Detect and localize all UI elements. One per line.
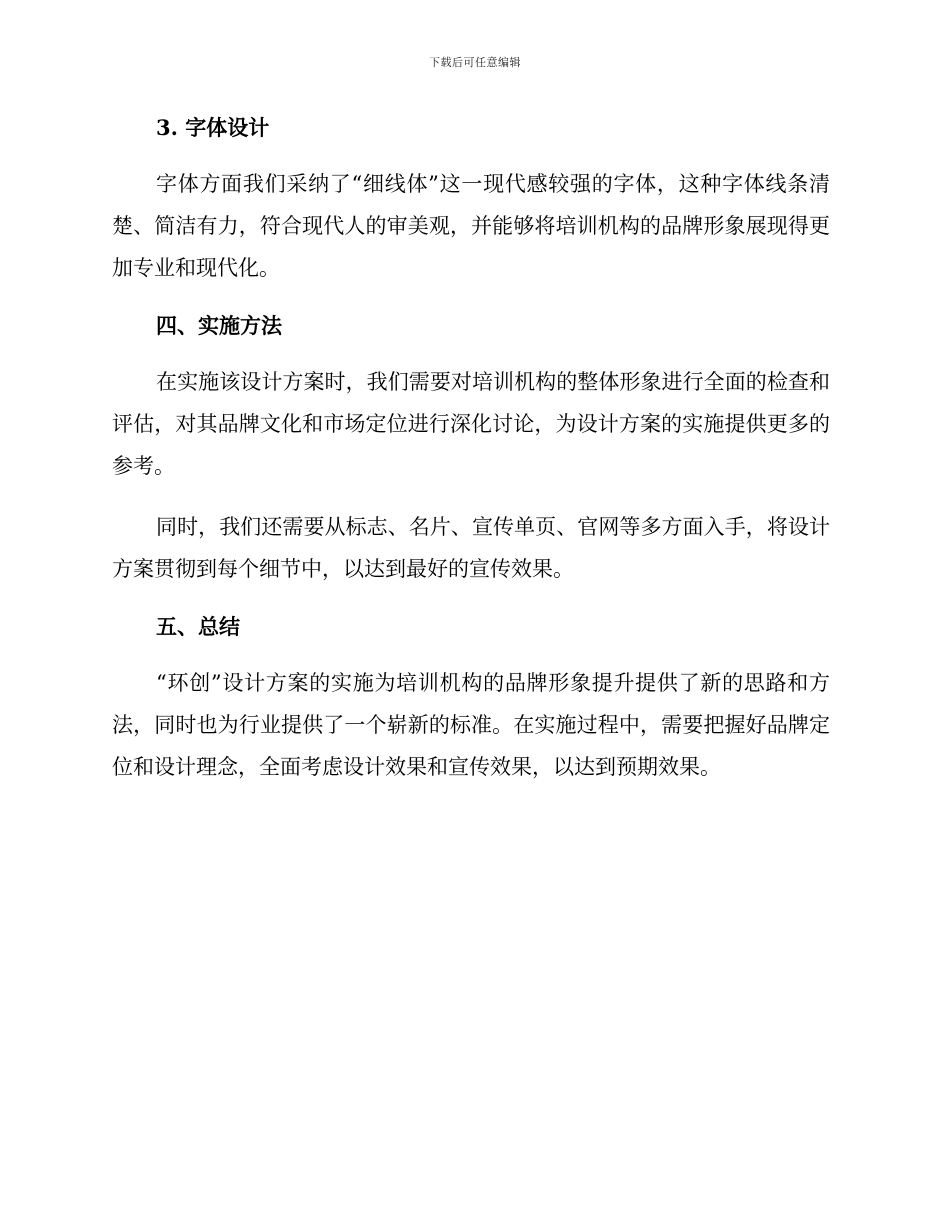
page-header: 下载后可任意编辑 [429,56,521,69]
paragraph: 在实施该设计方案时，我们需要对培训机构的整体形象进行全面的检查和评估，对其品牌文化和市场定位进行深化讨论，为设计方案的实施提供更多的参考。 [112,370,830,478]
paragraph: 字体方面我们采纳了“细线体”这一现代感较强的字体，这种字体线条清楚、简洁有力，符合现代人的审美观，并能够将培训机构的品牌形象展现得更加专业和现代化。 [112,172,830,280]
document-body [112,110,830,788]
section-heading: 五、总结 [156,614,240,639]
section-implementation [112,308,830,609]
section-font-design [112,110,830,308]
section-heading: 3. 字体设计 [156,115,270,140]
section-heading: 四、实施方法 [156,313,282,338]
paragraph: “环创”设计方案的实施为培训机构的品牌形象提升提供了新的思路和方法，同时也为行业提供了一个崭新的标准。在实施过程中，需要把握好品牌定位和设计理念，全面考虑设计效果和宣传效果，以达到预期效果。 [112,671,830,779]
section-summary [112,609,830,788]
paragraph: 同时，我们还需要从标志、名片、宣传单页、官网等多方面入手，将设计方案贯彻到每个细节中，以达到最好的宣传效果。 [112,515,830,581]
